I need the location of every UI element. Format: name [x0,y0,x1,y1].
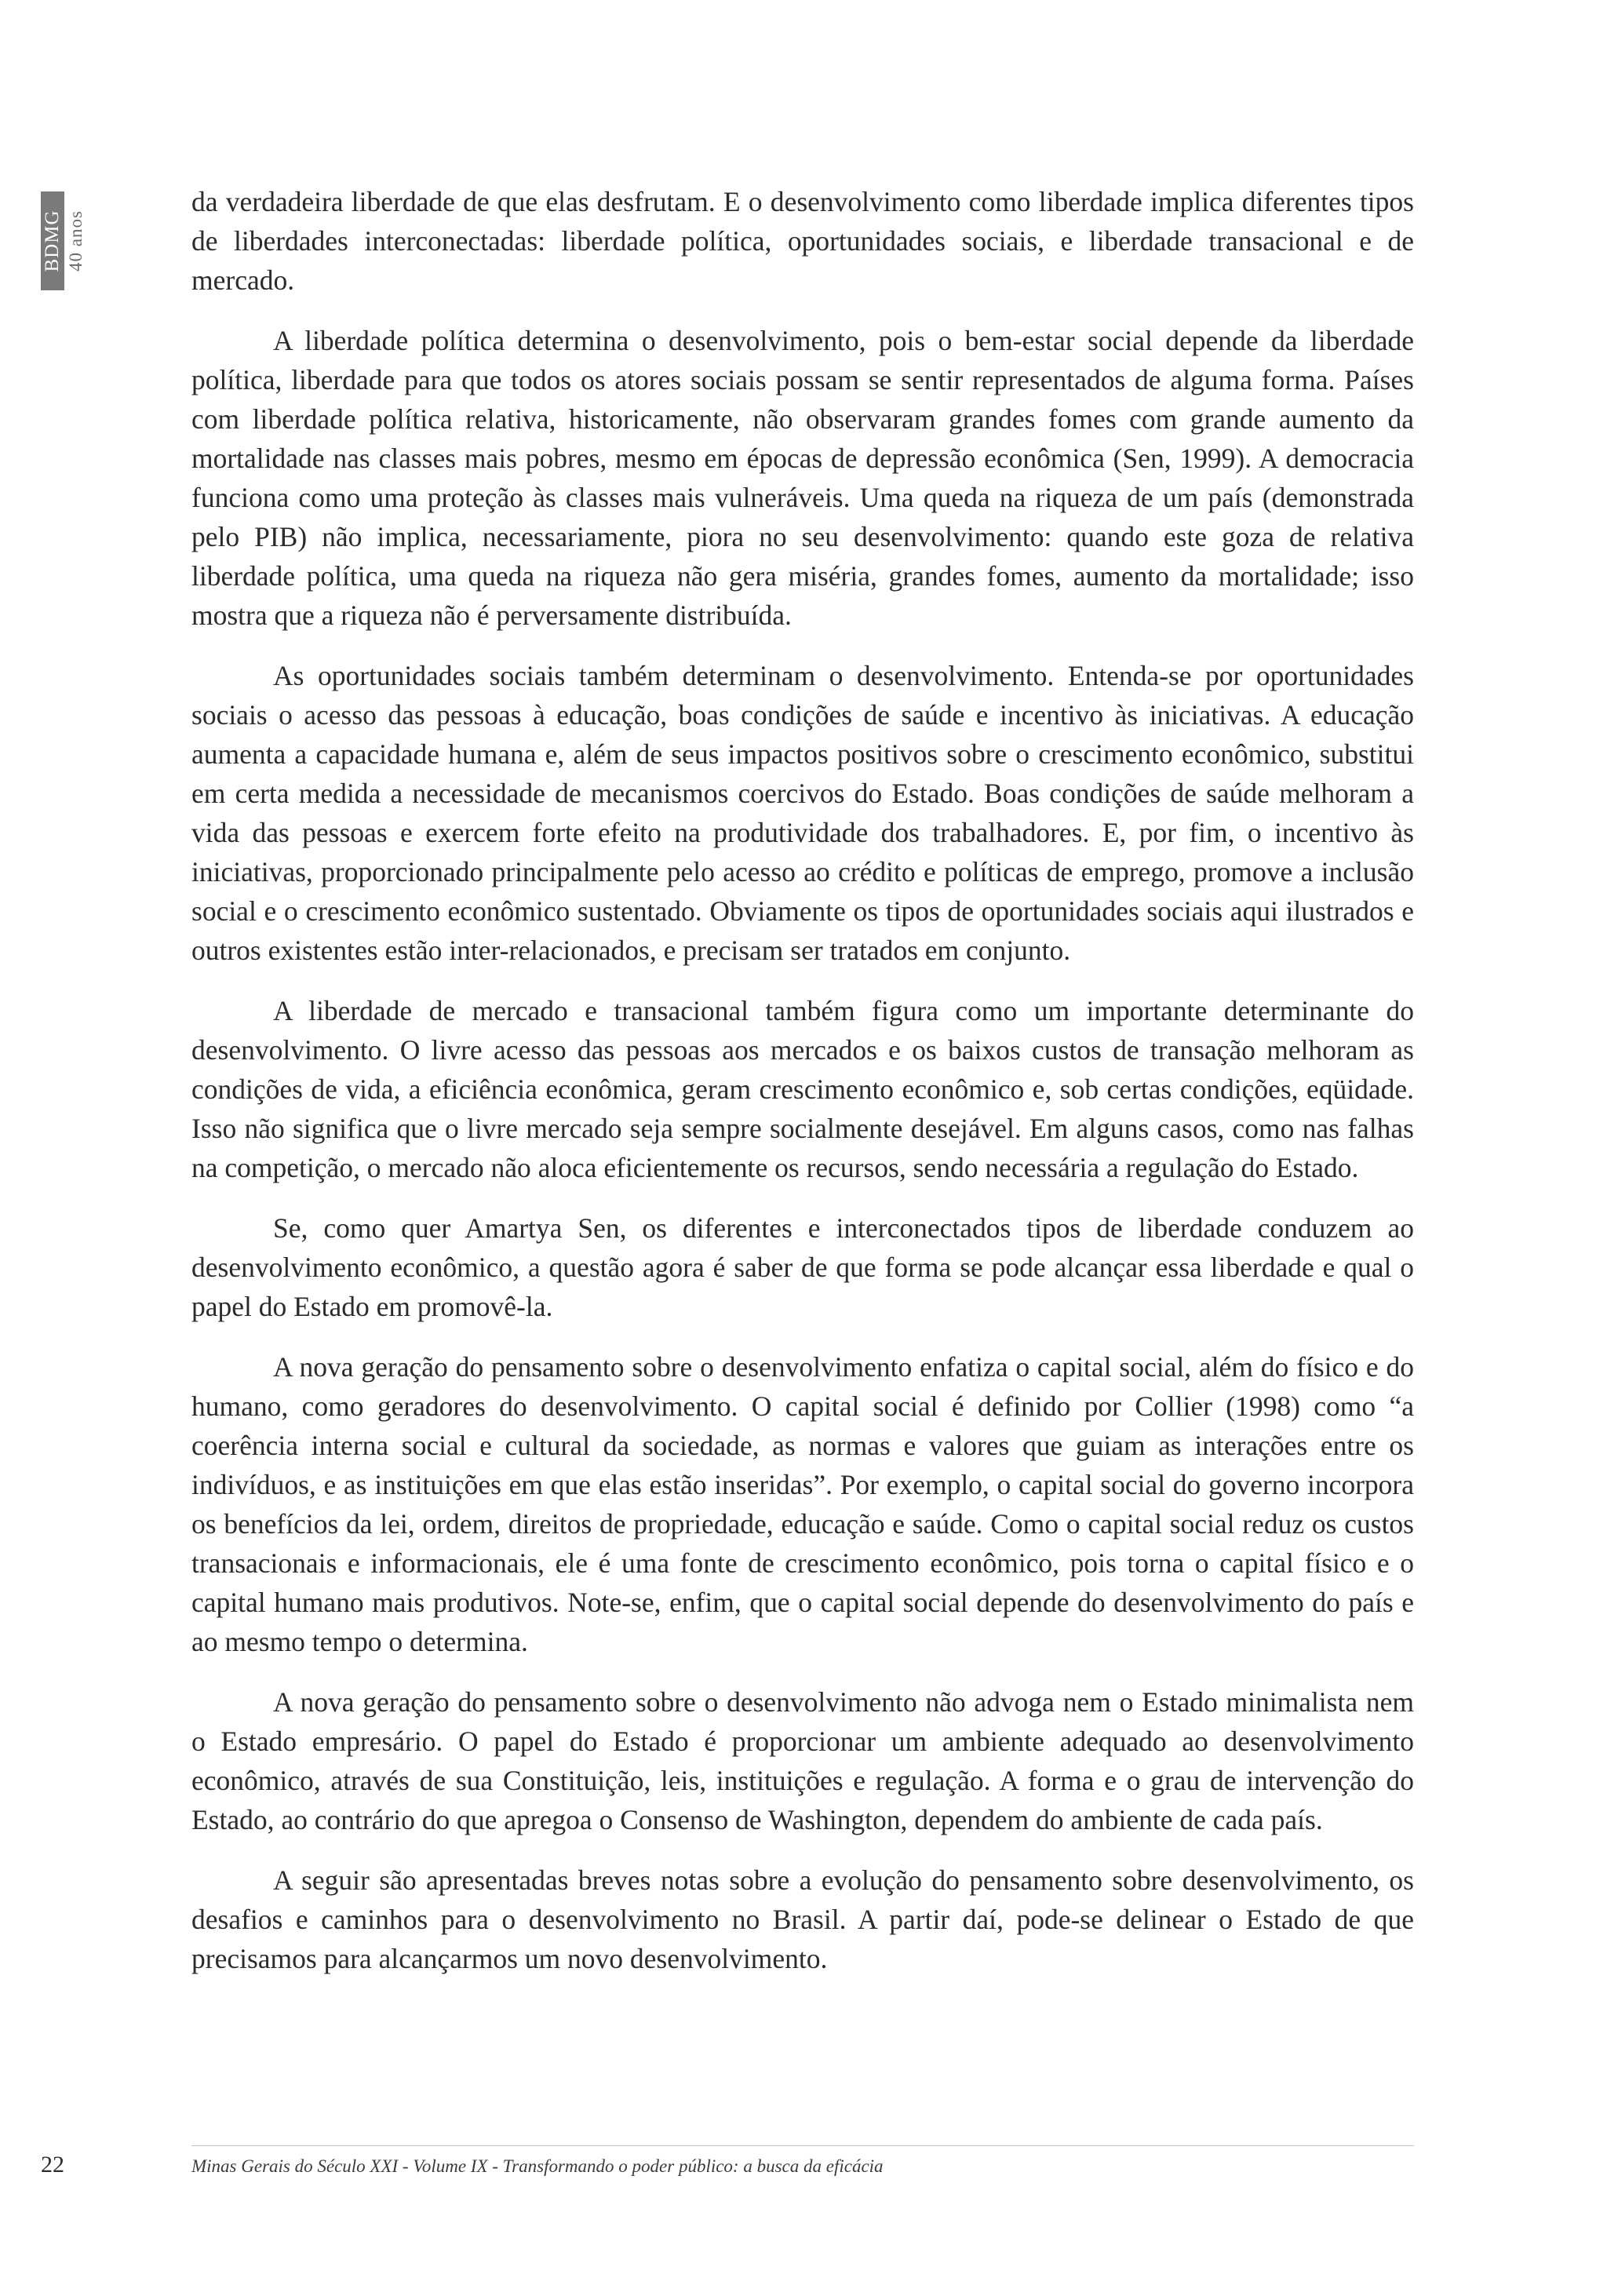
paragraph-continuation: da verdadeira liberdade de que elas desfrutam. E o desenvolvimento como liberdade implica diferentes tipos de liberdades interconectadas: liberdade política, oportunidades sociais, e liberdade transacional e de mercado. [191,186,1414,296]
paragraph-liberdade-mercado: A liberdade de mercado e transacional também figura como um importante determinante do desenvolvimento. O livre acesso das pessoas aos mercados e os baixos custos de transação melhoram as condições de vida, a eficiência econômica, geram crescimento econômico e, sob certas condições, eqüidade. Isso não significa que o livre mercado seja sempre socialmente desejável. Em alguns casos, como nas falhas na competição, o mercado não aloca eficientemente os recursos, sendo necessária a regulação do Estado. [191,995,1414,1183]
paragraph-papel-estado: A nova geração do pensamento sobre o desenvolvimento não advoga nem o Estado minimalista nem o Estado empresário. O papel do Estado é proporcionar um ambiente adequado ao desenvolvimento econômico, através de sua Constituição, leis, instituições e regulação. A forma e o grau de intervenção do Estado, ao contrário do que apregoa o Consenso de Washington, dependem do ambiente de cada país. [191,1686,1414,1835]
bdmg-label: BDMG [42,210,63,272]
page-number: 22 [41,2152,64,2178]
paragraph-amartya-sen: Se, como quer Amartya Sen, os diferentes e interconectados tipos de liberdade conduzem ao desenvolvimento econômico, a questão agora é saber de que forma se pode alcançar essa liberdade e qual o papel do Estado em promovê-la. [191,1212,1414,1322]
anniversary-block [66,191,86,290]
anniversary-label: 40 anos [66,210,86,272]
paragraph-oportunidades-sociais: As oportunidades sociais também determinam o desenvolvimento. Entenda-se por oportunidades sociais o acesso das pessoas à educação, boas condições de saúde e incentivo às iniciativas. A educação aumenta a capacidade humana e, além de seus impactos positivos sobre o crescimento econômico, substitui em certa medida a necessidade de mecanismos coercivos do Estado. Boas condições de saúde melhoram a vida das pessoas e exercem forte efeito na produtividade dos trabalhadores. E, por fim, o incentivo às iniciativas, proporcionado principalmente pelo acesso ao crédito e políticas de emprego, promove a inclusão social e o crescimento econômico sustentado. Obviamente os tipos de oportunidades sociais aqui ilustrados e outros existentes estão inter-relacionados, e precisam ser tratados em conjunto. [191,660,1414,966]
paragraph-a-seguir: A seguir são apresentadas breves notas sobre a evolução do pensamento sobre desenvolvimento, os desafios e caminhos para o desenvolvimento no Brasil. A partir daí, pode-se delinear o Estado de que precisamos para alcançarmos um novo desenvolvimento. [191,1864,1414,1974]
bdmg-logo-block [41,191,64,290]
bdmg-side-tab [41,191,86,290]
footer-divider [191,2145,1414,2146]
paragraph-liberdade-politica: A liberdade política determina o desenvolvimento, pois o bem-estar social depende da liberdade política, liberdade para que todos os atores sociais possam se sentir representados de alguma forma. Países com liberdade política relativa, historicamente, não observaram grandes fomes com grande aumento da mortalidade nas classes mais pobres, mesmo em épocas de depressão econômica (Sen, 1999). A democracia funciona como uma proteção às classes mais vulneráveis. Uma queda na riqueza de um país (demonstrada pelo PIB) não implica, necessariamente, piora no seu desenvolvimento: quando este goza de relativa liberdade política, uma queda na riqueza não gera miséria, grandes fomes, aumento da mortalidade; isso mostra que a riqueza não é perversamente distribuída. [191,325,1414,631]
body-text [191,182,1414,1999]
paragraph-capital-social: A nova geração do pensamento sobre o desenvolvimento enfatiza o capital social, além do físico e do humano, como geradores do desenvolvimento. O capital social é definido por Collier (1998) como “a coerência interna social e cultural da sociedade, as normas e valores que guiam as interações entre os indivíduos, e as instituições em que elas estão inseridas”. Por exemplo, o capital social do governo incorpora os benefícios da lei, ordem, direitos de propriedade, educação e saúde. Como o capital social reduz os custos transacionais e informacionais, ele é uma fonte de crescimento econômico, pois torna o capital físico e o capital humano mais produtivos. Note-se, enfim, que o capital social depende do desenvolvimento do país e ao mesmo tempo o determina. [191,1351,1414,1657]
running-title: Minas Gerais do Século XXI - Volume IX - Transformando o poder público: a busca da eficácia [191,2156,884,2176]
